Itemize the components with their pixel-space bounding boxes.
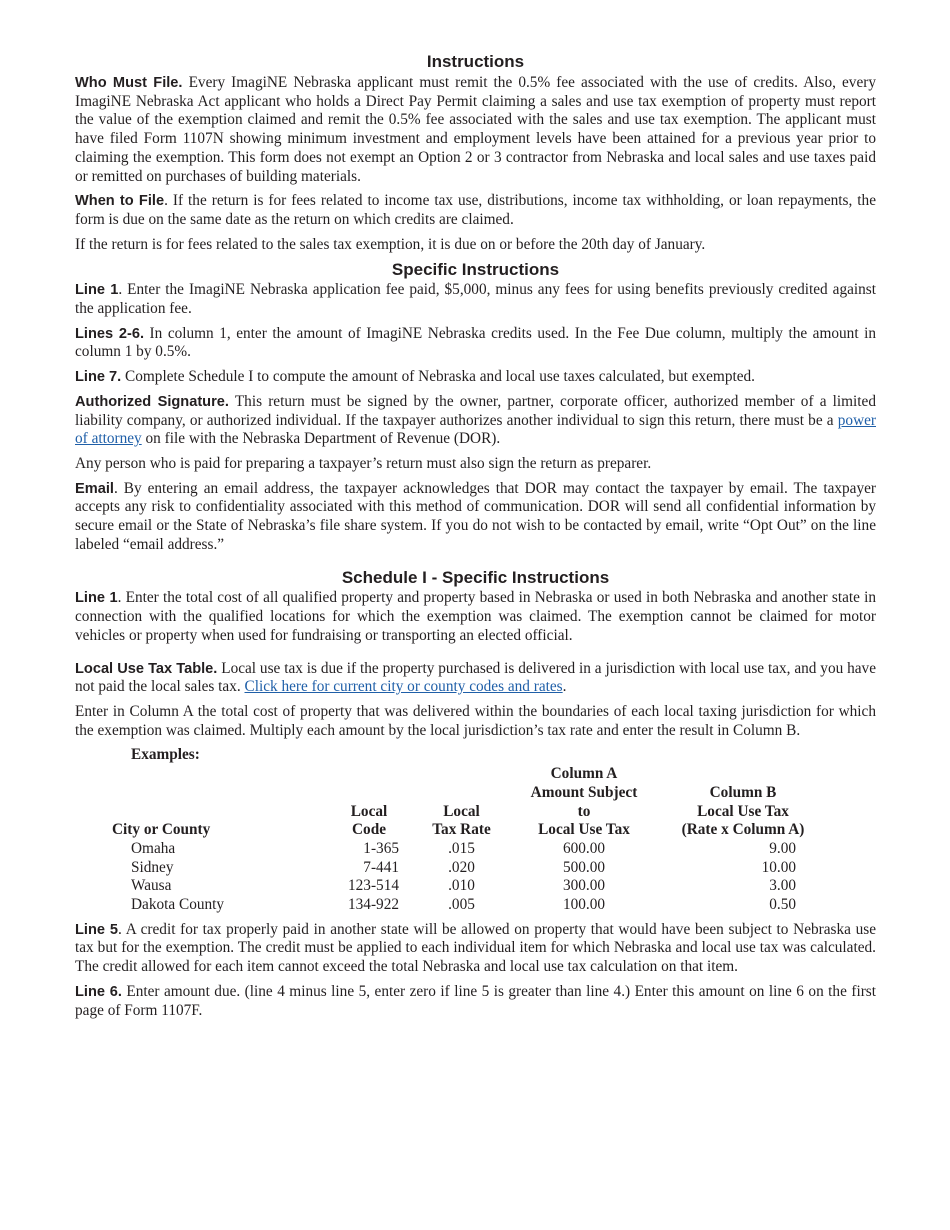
local-use-tax-paragraph	[75, 660, 876, 697]
line6-paragraph	[75, 983, 876, 1020]
cell-rate: .010	[448, 877, 475, 895]
cell-code: 134-922	[348, 896, 399, 914]
authorized-signature-paragraph	[75, 393, 876, 449]
power-of-attorney-link[interactable]: power of attorney	[75, 411, 876, 448]
cell-city: Wausa	[131, 877, 172, 895]
schedule-line1-text: . Enter the total cost of all qualified property and property based in Nebraska or used in both Nebraska and another state in connection with the qualified locations for which the exemption was claimed. The exemption cannot be claimed for motor vehicles or property when used for fundraising or transporting an elected official.	[75, 589, 877, 644]
cell-rate: .005	[448, 896, 475, 914]
when-to-file-text: . If the return is for fees related to income tax use, distributions, income tax withholding, or loan repayments, the form is due on the same date as the return on which credits are claimed.	[75, 192, 876, 228]
cell-code: 1-365	[363, 839, 399, 857]
email-heading: Email	[75, 480, 114, 497]
cell-rate: .015	[448, 839, 475, 857]
cell-rate: .020	[448, 858, 475, 876]
lines2-6-paragraph	[75, 325, 876, 362]
line1-paragraph	[75, 281, 876, 318]
examples-table	[75, 765, 842, 915]
cell-city: Omaha	[131, 839, 176, 857]
table-row	[75, 840, 842, 859]
authorized-signature-text-after: on file with the Nebraska Department of Revenue (DOR).	[141, 430, 501, 448]
local-use-tax-period: .	[562, 678, 567, 696]
who-must-file-paragraph	[75, 74, 876, 186]
table-row	[75, 859, 842, 878]
line7-text: Complete Schedule I to compute the amount of Nebraska and local use taxes calculated, but exempted.	[121, 368, 755, 386]
schedule-line1-paragraph	[75, 589, 876, 645]
instructions-page	[75, 50, 876, 1026]
cell-code: 123-514	[348, 877, 399, 895]
lines2-6-heading: Lines 2-6.	[75, 325, 145, 342]
who-must-file-heading: Who Must File.	[75, 75, 183, 91]
line5-heading: Line 5	[75, 921, 119, 938]
cell-city: Sidney	[131, 858, 174, 876]
header-column-a: Column A Amount Subject to Local Use Tax	[530, 765, 638, 839]
line5-text: . A credit for tax properly paid in another state will be allowed on property that would have been subject to Nebraska use tax but for the exemption. The credit must be applied to each individual item for which Nebraska and local use tax was calculated. The credit allowed for each item cannot exceed the total Nebraska and local use tax calculation on that item.	[75, 920, 876, 976]
preparer-paragraph: Any person who is paid for preparing a taxpayer’s return must also sign the return as preparer.	[75, 454, 652, 472]
sales-tax-due-paragraph: If the return is for fees related to the sales tax exemption, it is due on or before the 20th day of January.	[75, 235, 706, 253]
line6-text: Enter amount due. (line 4 minus line 5, enter zero if line 5 is greater than line 4.) Enter this amount on line 6 on the first page of Form 1107F.	[75, 982, 876, 1019]
authorized-signature-text: This return must be signed by the owner, partner, corporate officer, authorized member of a limited liability company, or authorized individual. If the taxpayer authorizes another individual to sign this return, there must be a	[75, 392, 876, 429]
specific-instructions-heading: Specific Instructions	[391, 260, 560, 280]
cell-column-a: 300.00	[562, 877, 606, 895]
authorized-signature-heading: Authorized Signature.	[75, 393, 229, 410]
email-paragraph	[75, 480, 876, 555]
schedule-i-heading: Schedule I - Specific Instructions	[341, 568, 610, 588]
local-use-tax-text: Local use tax is due if the property purchased is delivered in a jurisdiction with local use tax, and you have not paid the local sales tax.	[75, 659, 876, 696]
page-title: Instructions	[426, 52, 525, 71]
cell-column-b: 3.00	[769, 877, 796, 895]
line6-heading: Line 6.	[75, 983, 122, 1000]
line1-text: . Enter the ImagiNE Nebraska application fee paid, $5,000, minus any fees for using benefits previously credited against the application fee.	[75, 281, 876, 318]
when-to-file-paragraph	[75, 192, 876, 229]
cell-column-a: 100.00	[562, 896, 606, 914]
city-county-codes-link[interactable]: Click here for current city or county codes and rates	[244, 678, 563, 696]
cell-column-b: 9.00	[769, 839, 796, 857]
when-to-file-heading: When to File	[75, 193, 165, 210]
cell-column-b: 0.50	[769, 896, 796, 914]
header-city: City or County	[112, 821, 211, 839]
examples-label: Examples:	[131, 746, 200, 764]
header-tax-rate: Local Tax Rate	[432, 802, 491, 839]
table-row	[75, 896, 842, 915]
line7-paragraph	[75, 368, 876, 387]
line1-heading: Line 1	[75, 282, 119, 299]
cell-column-a: 500.00	[562, 858, 606, 876]
who-must-file-text: Every ImagiNE Nebraska applicant must remit the 0.5% fee associated with the use of credits. Also, every ImagiNE Nebraska Act applicant who holds a Direct Pay Permit claiming a sales and use tax exemption of property must report the value of the exemption claimed and remit the 0.5% fee associated with the sales and use tax exemption. The applicant must have filed Form 1107N showing minimum investment and employment levels have been attained for a previous year prior to claiming the exemption. This form does not exempt an Option 2 or 3 contractor from Nebraska and local sales and use taxes paid or remitted on purchases of building materials.	[75, 74, 876, 185]
lines2-6-text: In column 1, enter the amount of ImagiNE Nebraska credits used. In the Fee Due column, multiply the amount in column 1 by 0.5%.	[75, 324, 876, 361]
header-local-code: Local Code	[350, 802, 388, 839]
cell-column-b: 10.00	[761, 858, 796, 876]
cell-column-a: 600.00	[562, 839, 606, 857]
table-header-row	[75, 765, 842, 840]
cell-city: Dakota County	[131, 896, 225, 914]
column-a-instructions: Enter in Column A the total cost of property that was delivered within the boundaries of each local taxing jurisdiction for which the exemption was claimed. Multiply each amount by the local jurisdiction’s tax rate and enter the result in Column B.	[75, 702, 876, 739]
line7-heading: Line 7.	[75, 369, 122, 386]
table-row	[75, 877, 842, 896]
email-text: . By entering an email address, the taxpayer acknowledges that DOR may contact the taxpayer by email. The taxpayer accepts any risk to confidentiality associated with this method of communication. DOR will send all confidential information by secure email or the State of Nebraska’s file share system. If you do not wish to be contacted by email, write “Opt Out” on the line labeled “email address.”	[75, 479, 876, 553]
cell-code: 7-441	[363, 858, 399, 876]
schedule-line1-heading: Line 1	[75, 590, 118, 607]
header-column-b: Column B Local Use Tax (Rate x Column A)	[681, 783, 805, 839]
local-use-tax-heading: Local Use Tax Table.	[75, 660, 218, 677]
line5-paragraph	[75, 921, 876, 977]
